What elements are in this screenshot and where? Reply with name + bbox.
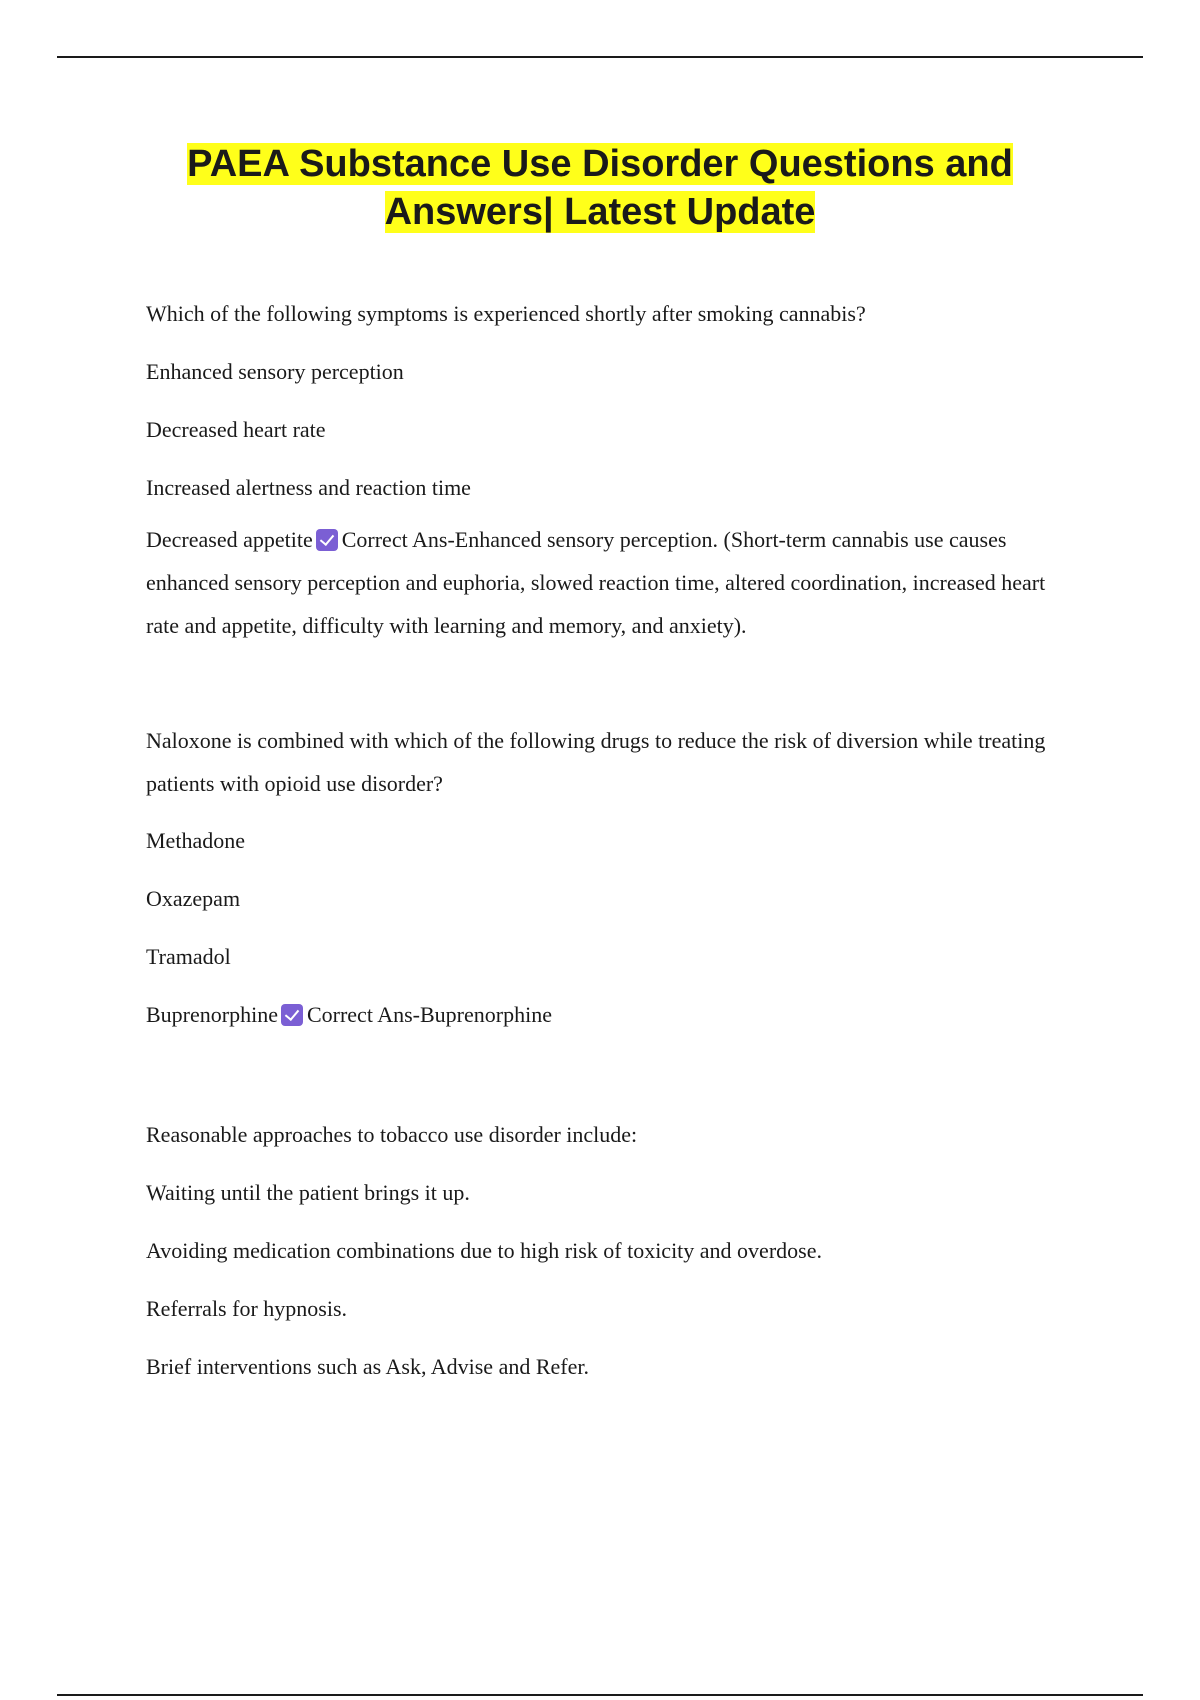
- title-line-1: PAEA Substance Use Disorder Questions and: [187, 143, 1013, 185]
- check-box-icon: [281, 1004, 303, 1026]
- option-item: Brief interventions such as Ask, Advise and Refer.: [146, 1354, 589, 1379]
- top-rule: [57, 56, 1143, 58]
- question-text: Reasonable approaches to tobacco use disorder include:: [146, 1122, 638, 1147]
- option-item: Avoiding medication combinations due to high risk of toxicity and overdose.: [146, 1238, 822, 1263]
- option-item: Decreased heart rate: [146, 417, 326, 442]
- option-item: Decreased appetite: [146, 527, 313, 552]
- option-item: Enhanced sensory perception: [146, 359, 404, 384]
- bottom-rule: [57, 1694, 1143, 1696]
- question-block-1: [146, 292, 1066, 647]
- option-item: Buprenorphine: [146, 1002, 278, 1027]
- spacer: [146, 1036, 1066, 1113]
- page-title: [0, 140, 1200, 236]
- option-item: Referrals for hypnosis.: [146, 1296, 348, 1321]
- question-block-3: [146, 1113, 1066, 1403]
- option-item: Methadone: [146, 828, 245, 853]
- question-list: [146, 292, 1066, 1403]
- check-box-icon: [316, 529, 338, 551]
- answer-text: Correct Ans-Enhanced sensory perception. (Short-term cannabis use causes enhanced sensory perception and euphoria, slowed reaction time, altered coordination, increased heart rate and appetite, difficulty with learning and memory, and anxiety).: [146, 527, 1046, 638]
- answer-paragraph: [146, 993, 1066, 1036]
- title-line-2: Answers| Latest Update: [384, 191, 816, 233]
- option-item: Waiting until the patient brings it up.: [146, 1180, 470, 1205]
- spacer: [146, 647, 1066, 719]
- option-item: Oxazepam: [146, 886, 241, 911]
- option-item: Increased alertness and reaction time: [146, 475, 471, 500]
- answer-paragraph: [146, 518, 1066, 647]
- question-block-2: [146, 719, 1066, 1036]
- option-item: Tramadol: [146, 944, 231, 969]
- question-text: Which of the following symptoms is experienced shortly after smoking cannabis?: [146, 301, 866, 326]
- question-text: Naloxone is combined with which of the following drugs to reduce the risk of diversion while treating patients with opioid use disorder?: [146, 728, 1046, 796]
- answer-text: Correct Ans-Buprenorphine: [306, 1002, 552, 1027]
